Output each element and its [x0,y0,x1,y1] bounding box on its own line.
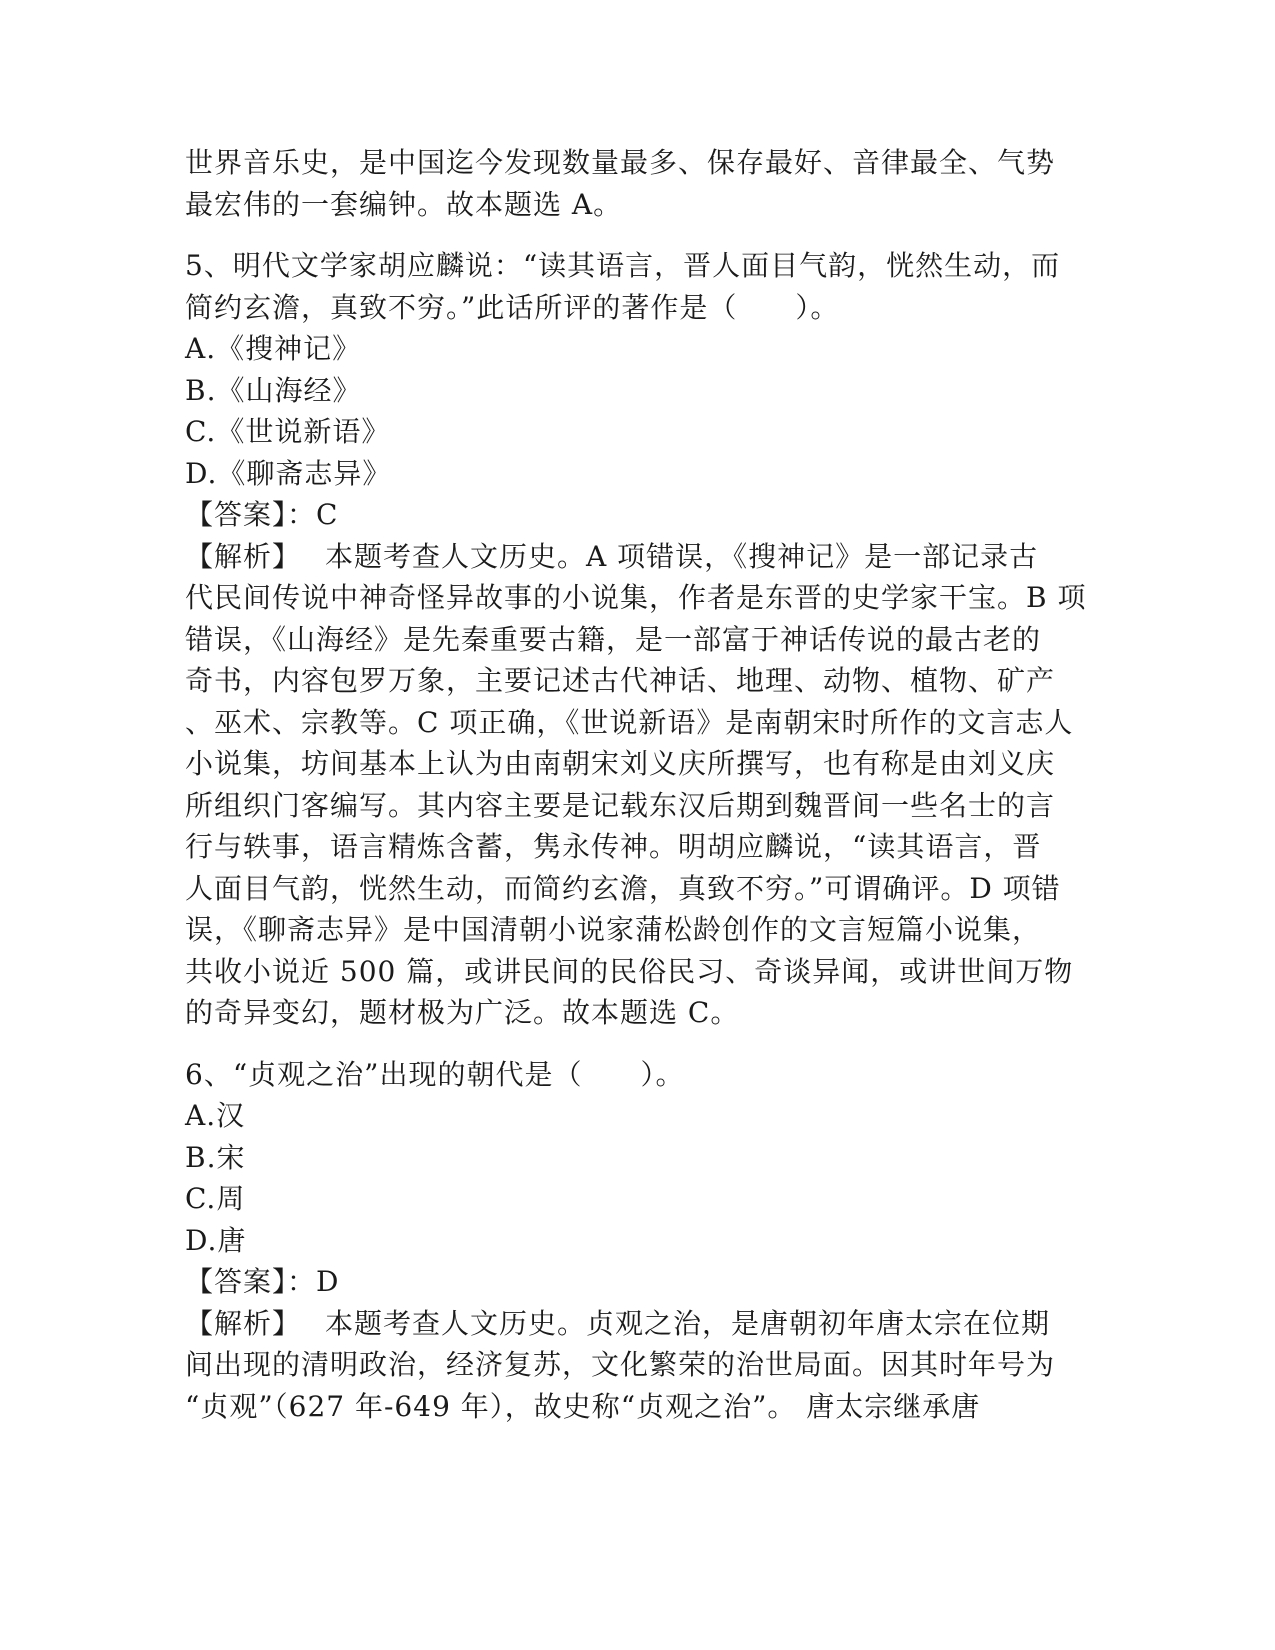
answer-value: D [316,1265,340,1298]
option-b: B.宋 [185,1140,246,1174]
option-d: D.唐 [185,1223,247,1257]
analysis-line: 所组织门客编写。其内容主要是记载东汉后期到魏晋间一些名士的言 [185,788,1056,822]
analysis-line: 的奇异变幻，题材极为广泛。故本题选 C。 [185,996,740,1029]
analysis-line [185,1303,1085,1345]
question-stem: 6、“贞观之治”出现的朝代是（ ）。 [185,1057,685,1091]
analysis-line: 奇书，内容包罗万象，主要记述古代神话、地理、动物、植物、矿产 [185,664,1056,697]
question-6 [185,1054,1085,1428]
analysis-line: 、巫术、宗教等。C 项正确，《世说新语》是南朝宋时所作的文言志人 [185,705,1074,739]
analysis-text: 本题考查人文历史。贞观之治，是唐朝初年唐太宗在位期 [325,1306,1051,1340]
answer-value: C [316,498,339,531]
analysis-line: 代民间传说中神奇怪异故事的小说集，作者是东晋的史学家干宝。B 项 [185,581,1087,614]
analysis-line: 人面目气韵，恍然生动，而简约玄澹，真致不穷。”可谓确评。D 项错 [185,871,1061,905]
text-line: 最宏伟的一套编钟。故本题选 A。 [185,187,623,221]
question-stem: 5、明代文学家胡应麟说：“读其语言，晋人面目气韵，恍然生动，而 [185,249,1061,282]
option-a: A.《搜神记》 [185,332,362,365]
analysis-line: 间出现的清明政治，经济复苏，文化繁荣的治世局面。因其时年号为 [185,1348,1056,1381]
option-a: A.汉 [185,1099,246,1132]
analysis-line: 小说集，坊间基本上认为由南朝宋刘义庆所撰写，也有称是由刘义庆 [185,747,1056,780]
question-5 [185,245,1085,1034]
analysis-label: 【解析】 [185,1306,302,1340]
analysis-line [185,536,1085,578]
answer-label: 【答案】： [185,498,317,531]
answer-label: 【答案】： [185,1265,317,1298]
analysis-line: 行与轶事，语言精炼含蓄，隽永传神。明胡应麟说，“读其语言，晋 [185,830,1042,863]
question-stem: 简约玄澹，真致不穷。”此话所评的著作是（ ）。 [185,290,840,324]
option-d: D.《聊斋志异》 [185,456,392,490]
analysis-text: 本题考查人文历史。A 项错误，《搜神记》是一部记录古 [325,539,1039,573]
text-line: 世界音乐史，是中国迄今发现数量最多、保存最好、音律最全、气势 [185,146,1056,179]
analysis-line: 误，《聊斋志异》是中国清朝小说家蒲松龄创作的文言短篇小说集， [185,913,1042,946]
option-c: C.周 [185,1182,246,1215]
option-b: B.《山海经》 [185,373,362,407]
intro-paragraph [185,142,1085,225]
analysis-label: 【解析】 [185,539,302,573]
analysis-line: “贞观”（627 年-649 年），故史称“贞观之治”。 唐太宗继承唐 [185,1389,981,1423]
analysis-line: 错误，《山海经》是先秦重要古籍，是一部富于神话传说的最古老的 [185,622,1042,656]
analysis-line: 共收小说近 500 篇，或讲民间的民俗民习、奇谈异闻，或讲世间万物 [185,954,1074,988]
option-c: C.《世说新语》 [185,415,391,448]
answer-line [185,494,1085,536]
answer-line [185,1261,1085,1303]
document-page [185,142,1085,1427]
